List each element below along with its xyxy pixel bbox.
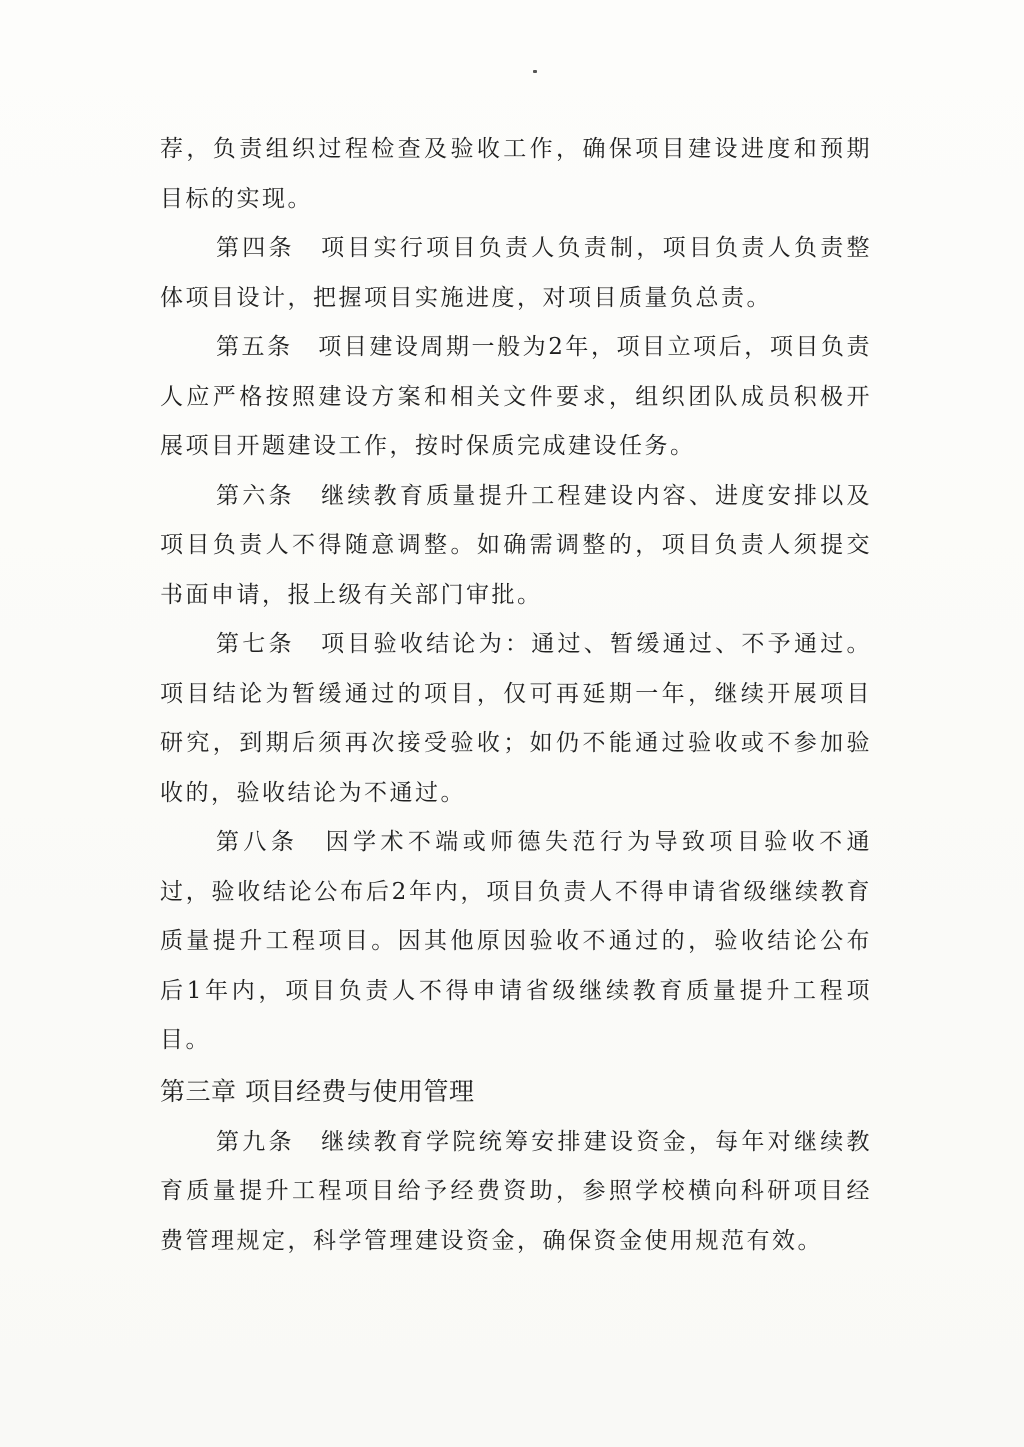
article-4: 第四条 项目实行项目负责人负责制，项目负责人负责整体项目设计，把握项目实施进度，对项目质量负总责。 xyxy=(160,235,872,311)
article-6: 第六条 继续教育质量提升工程建设内容、进度安排以及项目负责人不得随意调整。如确需调整的，项目负责人须提交书面申请，报上级有关部门审批。 xyxy=(160,482,872,608)
paragraph-continuation: 荐，负责组织过程检查及验收工作，确保项目建设进度和预期目标的实现。 xyxy=(160,136,872,212)
article-7: 第七条 项目验收结论为：通过、暂缓通过、不予通过。项目结论为暂缓通过的项目，仅可再延期一年，继续开展项目研究，到期后须再次接受验收；如仍不能通过验收或不参加验收的，验收结论为不通过。 xyxy=(160,631,872,806)
article-9: 第九条 继续教育学院统筹安排建设资金，每年对继续教育质量提升工程项目给予经费资助，参照学校横向科研项目经费管理规定，科学管理建设资金，确保资金使用规范有效。 xyxy=(160,1128,872,1254)
article-5: 第五条 项目建设周期一般为2年，项目立项后，项目负责人应严格按照建设方案和相关文件要求，组织团队成员积极开展项目开题建设工作，按时保质完成建设任务。 xyxy=(160,334,872,459)
document-body xyxy=(160,125,872,1266)
chapter-heading: 第三章 项目经费与使用管理 xyxy=(160,1076,475,1106)
scan-mark xyxy=(533,70,537,73)
article-8: 第八条 因学术不端或师德失范行为导致项目验收不通过，验收结论公布后2年内，项目负责人不得申请省级继续教育质量提升工程项目。因其他原因验收不通过的，验收结论公布后1年内，项目负责人不得申请省级继续教育质量提升工程项目。 xyxy=(160,829,872,1053)
